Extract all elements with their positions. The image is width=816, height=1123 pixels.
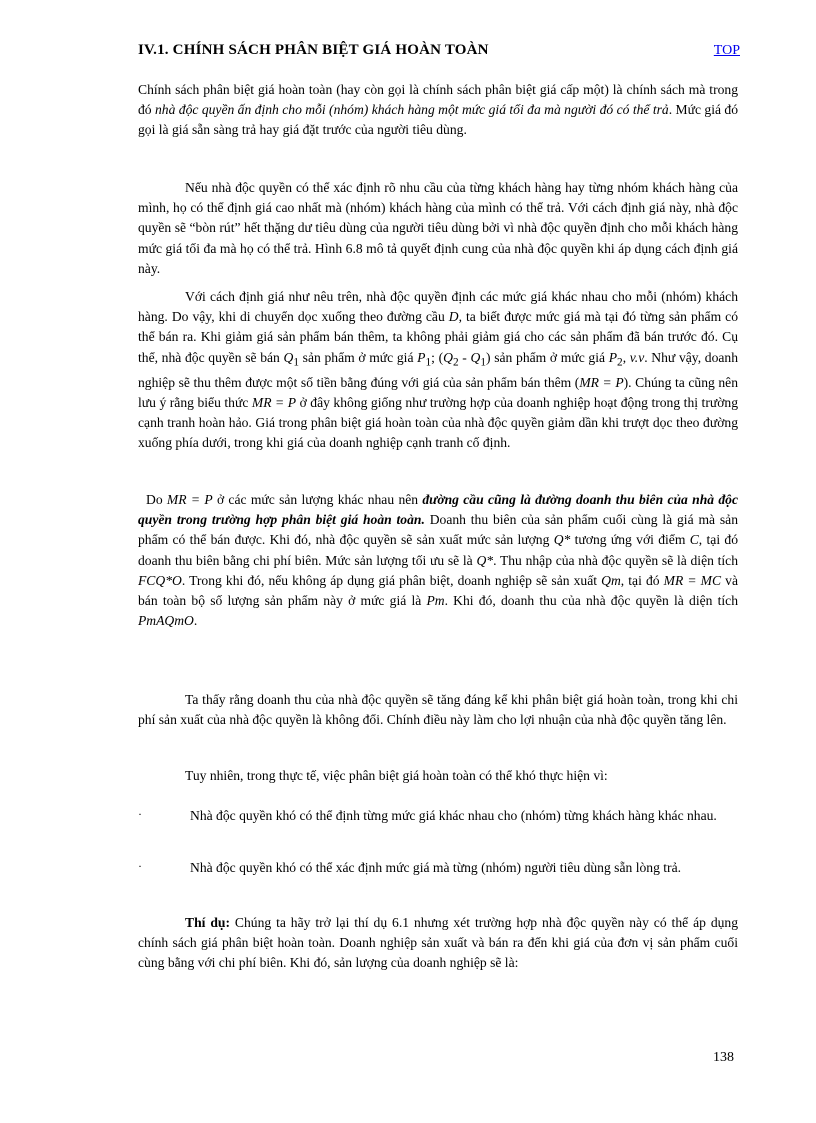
paragraph-marginal-revenue: Do MR = P ở các mức sản lượng khác nhau nên đường cầu cũng là đường doanh thu biên của nhà độc quyền trong trường hợp phân biệt giá hoàn toàn. Doanh thu biên của sản phẩm cuối cùng là giá mà sản phẩm có thể bán được. Khi đó, nhà độc quyền sẽ sản xuất mức sản lượng Q* tương ứng với điểm C, tại đó doanh thu biên bằng chi phí biên. Mức sản lượng tối ưu sẽ là Q*. Thu nhập của nhà độc quyền sẽ là diện tích FCQ*O. Trong khi đó, nếu không áp dụng giá phân biệt, doanh nghiệp sẽ sản xuất Qm, tại đó MR = MC và bán toàn bộ số lượng sản phẩm này ở mức giá là Pm. Khi đó, doanh thu của nhà độc quyền là diện tích PmAQmO.: [138, 492, 739, 629]
list-item-text: Nhà độc quyền khó có thể định từng mức giá khác nhau cho (nhóm) từng khách hàng khác nhau.: [190, 808, 717, 823]
paragraph-definition: Chính sách phân biệt giá hoàn toàn (hay còn gọi là chính sách phân biệt giá cấp một) là chính sách mà trong đó nhà độc quyền ấn định cho mỗi (nhóm) khách hàng một mức giá tối đa mà người đó có thể trả. Mức giá đó gọi là giá sẵn sàng trả hay giá đặt trước của người tiêu dùng.: [138, 82, 738, 138]
paragraph-example: Thí dụ: Chúng ta hãy trở lại thí dụ 6.1 nhưng xét trường hợp nhà độc quyền này có thể áp dụng chính sách giá phân biệt hoàn toàn. Doanh nghiệp sản xuất và bán ra đến khi giá của đơn vị sản phẩm cuối cùng bằng với chi phí biên. Khi đó, sản lượng của doanh nghiệp sẽ là:: [138, 915, 739, 971]
section-heading: IV.1. CHÍNH SÁCH PHÂN BIỆT GIÁ HOÀN TOÀN: [138, 42, 489, 58]
example-label: Thí dụ:: [185, 915, 230, 930]
list-item: [138, 858, 738, 900]
bullet-mark: ·: [138, 807, 142, 821]
paragraph-revenue-increase: Ta thấy rằng doanh thu của nhà độc quyền sẽ tăng đáng kể khi phân biệt giá hoàn toàn, trong khi chi phí sản xuất của nhà độc quyền là không đổi. Chính điều này làm cho lợi nhuận của nhà độc quyền tăng lên.: [138, 692, 738, 728]
paragraph-pricing: Với cách định giá như nêu trên, nhà độc quyền định các mức giá khác nhau cho mỗi (nhóm) khách hàng. Do vậy, khi di chuyển dọc xuống theo đường cầu D, ta biết được mức giá mà tại đó từng sản phẩm có thể bán ra. Khi giảm giá sản phẩm bán thêm, ta không phải giảm giá cho các sản phẩm đã bán trước đó. Cụ thể, nhà độc quyền sẽ bán $Q_1$ sản phẩm ở mức giá $P_1$; $(Q_2 - Q_1)$ sản phẩm ở mức giá $P_2$, v.v. Như vậy, doanh nghiệp sẽ thu thêm được một số tiền bằng đúng với giá của sản phẩm bán thêm (MR = P). Chúng ta cũng nên lưu ý rằng biểu thức MR = P ở đây không giống như trường hợp của doanh nghiệp hoạt động trong thị trường cạnh tranh hoàn hảo. Giá trong phân biệt giá hoàn toàn của nhà độc quyền giảm dần khi trượt dọc theo đường xuống phía dưới, trong khi giá của doanh nghiệp cạnh tranh cố định.: [138, 289, 739, 451]
list-item-text: Nhà độc quyền khó có thể xác định mức giá mà từng (nhóm) người tiêu dùng sẵn lòng trả.: [190, 860, 681, 875]
page-number: 138: [713, 1050, 734, 1065]
section-heading-row: [138, 42, 740, 64]
top-link[interactable]: TOP: [713, 43, 740, 58]
list-item: [138, 806, 738, 848]
bullet-mark: ·: [138, 859, 142, 873]
paragraph-demand: Nếu nhà độc quyền có thể xác định rõ nhu cầu của từng khách hàng hay từng nhóm khách hàng của mình, họ có thể định giá cao nhất mà (nhóm) khách hàng của mình có thể trả. Với cách định giá này, nhà độc quyền sẽ “bòn rút” hết thặng dư tiêu dùng của người tiêu dùng bởi vì nhà độc quyền định cho mỗi khách hàng mức giá tối đa mà họ có thể trả. Hình 6.8 mô tả quyết định cung của nhà độc quyền khi áp dụng cách định giá này.: [138, 180, 738, 276]
paragraph-difficulty: Tuy nhiên, trong thực tế, việc phân biệt giá hoàn toàn có thể khó thực hiện vì:: [185, 768, 608, 783]
